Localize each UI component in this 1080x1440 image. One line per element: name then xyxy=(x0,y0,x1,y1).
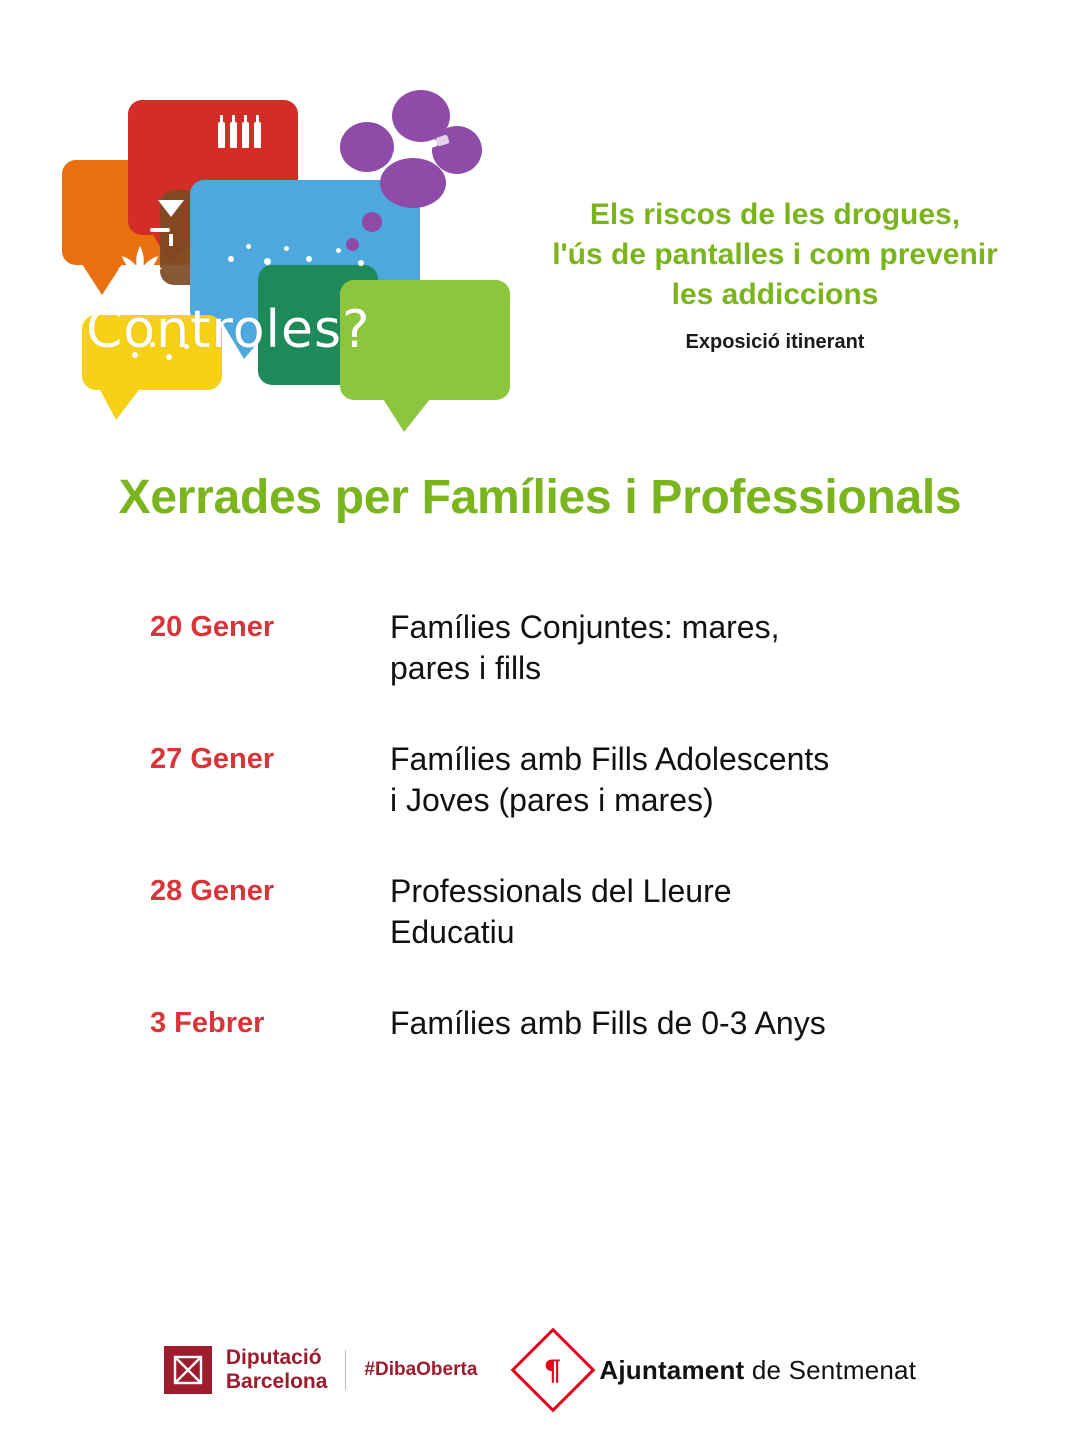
diputacio-barcelona-logo xyxy=(164,1346,478,1394)
diba-hashtag: #DibaOberta xyxy=(364,1359,478,1380)
schedule-row xyxy=(150,607,1080,689)
thought-cloud-dot-icon xyxy=(362,212,382,232)
schedule-description-line2: pares i fills xyxy=(390,649,542,686)
schedule-description xyxy=(390,1003,826,1044)
schedule-description-line2: i Joves (pares i mares) xyxy=(390,781,714,818)
diba-name-line1: Diputació xyxy=(225,1346,322,1370)
thought-cloud-icon xyxy=(380,158,446,208)
schedule-description-line1: Professionals del Lleure xyxy=(390,872,732,909)
poster-title-line1: Els riscos de les drogues, xyxy=(589,198,961,231)
diba-name-line2: Barcelona xyxy=(225,1370,328,1393)
poster-subtitle: Exposició itinerant xyxy=(685,330,865,353)
diba-shield-icon xyxy=(164,1346,212,1394)
schedule-row xyxy=(150,871,1080,953)
ajuntament-diamond-icon xyxy=(511,1328,596,1413)
schedule-description xyxy=(390,607,779,689)
ajuntament-sentmenat-logo xyxy=(523,1340,916,1400)
footer-divider xyxy=(345,1350,346,1390)
thought-cloud-dot-icon xyxy=(346,238,359,251)
schedule-list xyxy=(0,607,1080,1044)
schedule-row xyxy=(150,1003,1080,1044)
schedule-date: 27 Gener xyxy=(150,742,275,775)
schedule-description-line1: Famílies amb Fills Adolescents xyxy=(390,740,830,777)
bottles-icon xyxy=(218,122,261,148)
thought-cloud-icon xyxy=(340,122,394,172)
poster-title-line3: les addiccions xyxy=(671,277,879,311)
poster-title-line2: l'ús de pantalles i com prevenir xyxy=(552,237,998,271)
diba-name xyxy=(226,1346,328,1393)
poster-header xyxy=(0,0,1080,360)
cannabis-leaf-icon xyxy=(116,242,164,288)
header-text-block xyxy=(510,60,1040,354)
thought-cloud-icon xyxy=(432,126,482,174)
cocktail-glass-base xyxy=(150,228,170,232)
schedule-description xyxy=(390,739,829,821)
poster-title xyxy=(510,195,1040,315)
schedule-description-line1: Famílies amb Fills de 0-3 Anys xyxy=(390,1004,826,1041)
schedule-date: 3 Febrer xyxy=(150,1006,265,1039)
ajuntament-name-word2: de Sentmenat xyxy=(751,1354,917,1385)
schedule-date: 28 Gener xyxy=(150,874,275,907)
poster-footer xyxy=(0,1340,1080,1400)
section-headline: Xerrades per Famílies i Professionals xyxy=(118,471,962,524)
ajuntament-name xyxy=(599,1355,916,1386)
cocktail-glass-icon xyxy=(158,200,184,217)
controles-logo xyxy=(40,60,510,390)
ajuntament-glyph: ¶ xyxy=(544,1353,563,1387)
schedule-description xyxy=(390,871,732,953)
schedule-description-line2: Educatiu xyxy=(390,913,515,950)
ajuntament-name-word1: Ajuntament xyxy=(599,1354,745,1385)
logo-wordmark: Controles? xyxy=(86,300,371,360)
schedule-date: 20 Gener xyxy=(150,611,275,643)
schedule-description-line1: Famílies Conjuntes: mares, xyxy=(390,609,780,645)
schedule-row xyxy=(150,739,1080,821)
